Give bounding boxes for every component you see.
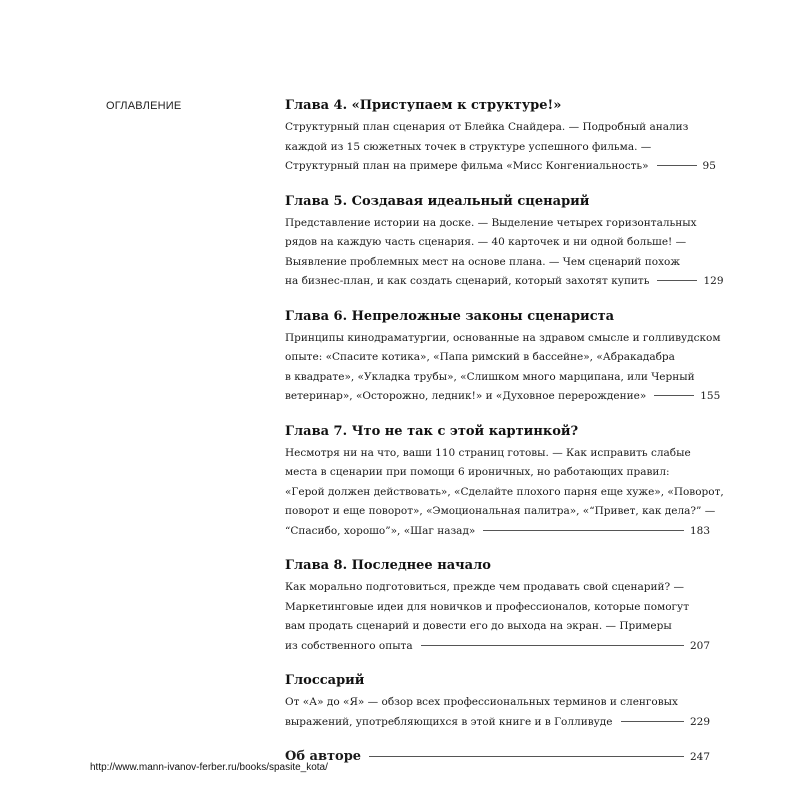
entry-description-line: «Герой должен действовать», «Сделайте плохого парня еще хуже», «Поворот, xyxy=(285,485,724,498)
entry-description-line: каждой из 15 сюжетных точек в структуре успешного фильма. — xyxy=(285,140,652,153)
leader-line xyxy=(483,530,684,531)
entry-description-line: “Спасибо, хорошо”», «Шаг назад» xyxy=(285,524,476,537)
footer-url[interactable]: http://www.mann-ivanov-ferber.ru/books/spasite_kota/ xyxy=(90,762,328,773)
entry-description-line: из собственного опыта xyxy=(285,639,413,652)
entry-description-line: в квадрате», «Укладка трубы», «Слишком много марципана, или Черный xyxy=(285,370,695,383)
entry-description-line: поворот и еще поворот», «Эмоциональная палитра», «“Привет, как дела?” — xyxy=(285,505,716,517)
entry-description-line: Структурный план на примере фильма «Мисс Конгениальность» xyxy=(285,160,649,172)
entry-title[interactable]: Глава 5. Создавая идеальный сценарий xyxy=(285,193,590,209)
entry-description-line: Принципы кинодраматургии, основанные на здравом смысле и голливудском xyxy=(285,331,721,344)
entry-description-line: Структурный план сценария от Блейка Снайдера. — Подробный анализ xyxy=(285,121,689,133)
leader-line xyxy=(421,645,684,646)
toc-entry-about-author xyxy=(285,747,710,767)
entry-description-line: места в сценарии при помощи 6 ироничных, но работающих правил: xyxy=(285,466,670,478)
section-label: ОГЛАВЛЕНИЕ xyxy=(106,100,182,112)
entry-description-line: Маркетинговые идеи для новичков и профессионалов, которые помогут xyxy=(285,600,690,613)
entry-description-line: вам продать сценарий и довести его до выхода на экран. — Примеры xyxy=(285,620,672,632)
toc-entry-chapter-7 xyxy=(285,422,724,542)
toc-entry-chapter-4 xyxy=(285,96,716,177)
entry-description-line: Несмотря ни на что, ваши 110 страниц готовы. — Как исправить слабые xyxy=(285,446,691,459)
entry-title[interactable]: Глава 7. Что не так с этой картинкой? xyxy=(285,423,579,439)
entry-title[interactable]: Глоссарий xyxy=(285,673,365,688)
entry-description-line: Выявление проблемных мест на основе плана. — Чем сценарий похож xyxy=(285,255,680,268)
entry-description-line: Как морально подготовиться, прежде чем продавать свой сценарий? — xyxy=(285,581,684,593)
entry-description-line: От «А» до «Я» — обзор всех профессиональных терминов и сленговых xyxy=(285,696,678,708)
entry-description-line: ветеринар», «Осторожно, ледник!» и «Духовное перерождение» xyxy=(285,390,647,402)
entry-description-line: выражений, употребляющихся в этой книге и в Голливуде xyxy=(285,715,613,728)
page-number[interactable]: 229 xyxy=(689,715,710,728)
page-number[interactable]: 155 xyxy=(700,390,721,402)
leader-line xyxy=(657,165,697,166)
entry-title[interactable]: Глава 6. Непреложные законы сценариста xyxy=(285,308,615,324)
page-number[interactable]: 129 xyxy=(703,275,724,287)
entry-last-line xyxy=(285,637,710,657)
entry-description-line: рядов на каждую часть сценария. — 40 карточек и ни одной больше! — xyxy=(285,236,687,248)
page-number[interactable]: 247 xyxy=(689,751,710,763)
page-number[interactable]: 183 xyxy=(689,524,710,537)
entry-description-line: опыте: «Спасите котика», «Папа римский в бассейне», «Абракадабра xyxy=(285,351,675,363)
page-number[interactable]: 207 xyxy=(689,639,710,652)
entry-title[interactable]: Глава 8. Последнее начало xyxy=(285,558,491,573)
toc-entry-chapter-5 xyxy=(285,192,724,292)
entry-last-line xyxy=(285,272,724,292)
entry-last-line xyxy=(285,713,710,733)
entry-title[interactable]: Глава 4. «Приступаем к структуре!» xyxy=(285,98,562,113)
toc-entry-glossary xyxy=(285,671,710,732)
table-of-contents xyxy=(285,96,724,782)
toc-entry-chapter-6 xyxy=(285,307,721,407)
leader-line xyxy=(654,395,694,396)
entry-last-line xyxy=(285,157,716,177)
entry-description-line: на бизнес-план, и как создать сценарий, который захотят купить xyxy=(285,275,650,287)
entry-title[interactable]: Об авторе xyxy=(285,749,362,764)
leader-line xyxy=(621,721,684,722)
entry-last-line xyxy=(285,522,710,542)
entry-last-line xyxy=(285,387,721,407)
leader-line xyxy=(657,280,697,281)
page-number[interactable]: 95 xyxy=(702,160,716,172)
leader-line xyxy=(369,756,684,757)
entry-description-line: Представление истории на доске. — Выделение четырех горизонтальных xyxy=(285,216,697,229)
toc-entry-chapter-8 xyxy=(285,556,710,656)
